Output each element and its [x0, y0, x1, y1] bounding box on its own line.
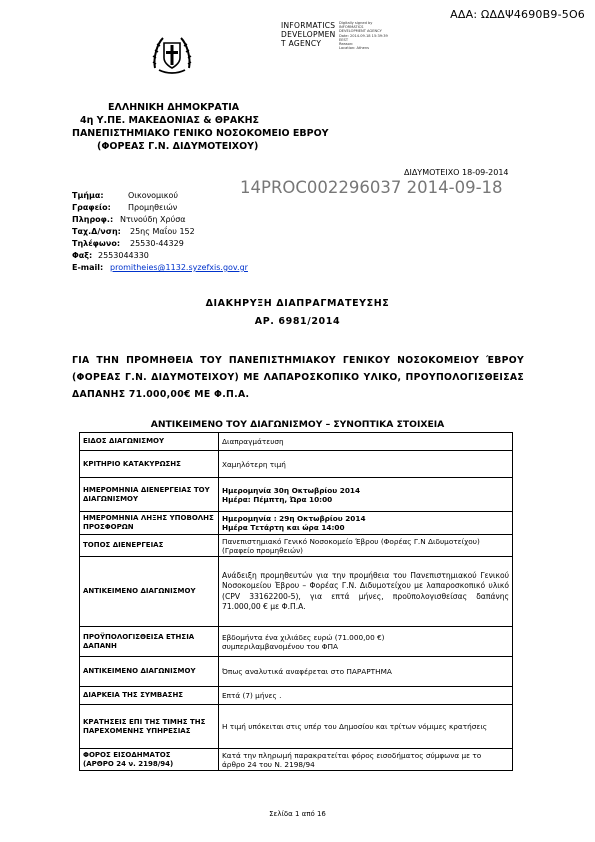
table-row — [80, 705, 513, 749]
contact-label: Ταχ.Δ/νση: — [72, 227, 121, 236]
row-value-line: άρθρο 24 του Ν. 2198/94 — [222, 759, 315, 769]
table-row — [80, 657, 513, 687]
row-label: ΚΡΑΤΗΣΕΙΣ ΕΠΙ ΤΗΣ ΤΙΜΗΣ ΤΗΣ ΠΑΡΕΧΟΜΕΝΗΣ ΥΠΗΡΕΣΙΑΣ — [80, 705, 219, 749]
row-value-line: Ημερομηνία 30η Οκτωβρίου 2014 — [222, 485, 361, 495]
table-row — [80, 557, 513, 627]
row-label: ΗΜΕΡΟΜΗΝΙΑ ΛΗΞΗΣ ΥΠΟΒΟΛΗΣ ΠΡΟΣΦΟΡΩΝ — [80, 512, 219, 535]
table-row — [80, 451, 513, 478]
row-value-line: Ημερομηνία : 29η Οκτωβρίου 2014 — [222, 514, 366, 523]
row-value: Επτά (7) μήνες . — [219, 687, 513, 705]
contact-row — [72, 214, 186, 226]
table-row — [80, 478, 513, 512]
announcement-number: ΑΡ. 6981/2014 — [254, 316, 341, 327]
table-row — [80, 433, 513, 451]
row-value: Η τιμή υπόκειται στις υπέρ του Δημοσίου και τρίτων νόμιμες κρατήσεις — [219, 705, 513, 749]
contact-label: Φαξ: — [72, 251, 93, 260]
header-line-2: 4η Υ.ΠΕ. ΜΑΚΕΔΟΝΙΑΣ & ΘΡΑΚΗΣ — [80, 115, 260, 126]
page-number: Σελίδα 1 από 16 — [269, 810, 326, 818]
row-label: ΤΟΠΟΣ ΔΙΕΝΕΡΓΕΙΑΣ — [80, 535, 219, 557]
row-value-line: Πανεπιστημιακό Γενικό Νοσοκομείο Έβρου (Φορέας Γ.Ν Διδυμοτείχου) — [222, 536, 480, 546]
tender-subject: ΓΙΑ ΤΗΝ ΠΡΟΜΗΘΕΙΑ ΤΟΥ ΠΑΝΕΠΙΣΤΗΜΙΑΚΟΥ ΓΕΝΙΚΟΥ ΝΟΣΟΚΟΜΕΙΟΥ ΈΒΡΟΥ (ΦΟΡΕΑΣ Γ.Ν. ΔΙΔΥΜΟΤΕΙΧΟΥ) ΜΕ ΛΑΠΑΡΟΣΚΟΠΙΚΟ ΥΛΙΚΟ, ΠΡΟΥΠΟΛΟΓΙΣΘΕΙΣΑΣ ΔΑΠΑΝΗΣ 71.000,00€ ΜΕ Φ.Π.Α. — [72, 355, 524, 400]
header-line-4: (ΦΟΡΕΑΣ Γ.Ν. ΔΙΔΥΜΟΤΕΙΧΟΥ) — [97, 141, 259, 152]
contact-row — [72, 202, 177, 214]
row-value-line: Εβδομήντα ένα χιλιάδες ευρώ (71.000,00 €) — [222, 632, 385, 642]
signature-line: Location: Athens — [339, 46, 369, 51]
signature-line: DEVELOPMENT AGENCY — [339, 29, 382, 34]
signature-line: INFORMATICS — [339, 25, 364, 30]
informatics-line: T AGENCY — [281, 39, 322, 48]
row-value-line: Ημέρα: Πέμπτη, Ώρα 10:00 — [222, 494, 333, 504]
row-label: ΔΙΑΡΚΕΙΑ ΤΗΣ ΣΥΜΒΑΣΗΣ — [80, 687, 219, 705]
contact-value: Οικονομικού — [128, 191, 179, 200]
contact-value: 25ης Μαΐου 152 — [130, 227, 195, 236]
email-link[interactable]: promitheies@1132.syzefxis.gov.gr — [110, 263, 248, 272]
row-value-line: Ημέρα Τετάρτη και ώρα 14:00 — [222, 523, 345, 532]
protocol-number: 14PROC002296037 2014-09-18 — [240, 178, 503, 197]
greek-coat-of-arms-icon — [151, 34, 193, 76]
row-label: ΠΡΟΫΠΟΛΟΓΙΣΘΕΙΣΑ ΕΤΗΣΙΑ ΔΑΠΑΝΗ — [80, 627, 219, 657]
signature-line: Digitally signed by — [339, 21, 373, 25]
place-date: ΔΙΔΥΜΟΤΕΙΧΟ 18-09-2014 — [404, 168, 509, 177]
row-value-line: (Γραφείο προμηθειών) — [222, 545, 304, 555]
table-row — [80, 512, 513, 535]
row-label-line: ΦΟΡΟΣ ΕΙΣΟΔΗΜΑΤΟΣ — [83, 750, 171, 759]
signature-line: Date: 2014.09.18 15:39:39 — [339, 33, 388, 38]
table-title: ΑΝΤΙΚΕΙΜΕΝΟ ΤΟΥ ΔΙΑΓΩΝΙΣΜΟΥ – ΣΥΝΟΠΤΙΚΑ ΣΤΟΙΧΕΙΑ — [150, 419, 445, 430]
row-value: Όπως αναλυτικά αναφέρεται στο ΠΑΡΑΡΤΗΜΑ — [219, 657, 513, 687]
row-label: ΕΙΔΟΣ ΔΙΑΓΩΝΙΣΜΟΥ — [80, 433, 219, 451]
contact-label: Γραφείο: — [72, 203, 111, 212]
ada-code: ΑΔΑ: ΩΔΔΨ4690Β9-5Ο6 — [450, 8, 585, 21]
row-value-line: Κατά την πληρωμή παρακρατείται φόρος εισοδήματος σύμφωνα με το — [222, 750, 482, 760]
contact-value: Προμηθειών — [128, 203, 178, 212]
contact-row — [72, 238, 184, 250]
contact-row — [72, 250, 149, 262]
row-label: ΗΜΕΡΟΜΗΝΙΑ ΔΙΕΝΕΡΓΕΙΑΣ ΤΟΥ ΔΙΑΓΩΝΙΣΜΟΥ — [80, 478, 219, 512]
row-value: Ανάδειξη προμηθευτών για την προμήθεια του Πανεπιστημιακού Γενικού Νοσοκομείου Έβρου – Φορέας Γ.Ν. Διδυμοτείχου με λαπαροσκοπικό υλικό (CPV 33162200-5), για επτά μήνες, προϋπολογισθείσας δαπάνης 71.000,00 € με Φ.Π.Α. — [219, 557, 513, 627]
row-value — [219, 749, 513, 771]
contact-value: Ντινούδη Χρύσα — [120, 215, 186, 224]
contact-label: E-mail: — [72, 263, 104, 272]
row-value — [219, 478, 513, 512]
row-value: Χαμηλότερη τιμή — [219, 451, 513, 478]
announcement-title: ΔΙΑΚΗΡΥΞΗ ΔΙΑΠΡΑΓΜΑΤΕΥΣΗΣ — [205, 298, 390, 309]
header-line-1: ΕΛΛΗΝΙΚΗ ΔΗΜΟΚΡΑΤΙΑ — [108, 102, 240, 113]
informatics-line: DEVELOPMEN — [281, 30, 336, 39]
row-value-line: συμπεριλαμβανομένου του ΦΠΑ — [222, 641, 338, 651]
tender-summary-table — [79, 432, 513, 771]
contact-value: 25530-44329 — [130, 239, 184, 248]
row-value — [219, 535, 513, 557]
informatics-signature-label — [281, 21, 336, 48]
contact-label: Πληροφ.: — [72, 215, 114, 224]
table-row — [80, 749, 513, 771]
digital-signature-details — [339, 21, 388, 50]
row-label — [80, 749, 219, 771]
row-label-line: (ΑΡΘΡΟ 24 ν. 2198/94) — [83, 759, 174, 768]
contact-row — [72, 262, 248, 274]
contact-row — [72, 190, 178, 202]
row-value: Διαπραγμάτευση — [219, 433, 513, 451]
contact-label: Τηλέφωνο: — [72, 239, 121, 248]
informatics-line: INFORMATICS — [281, 21, 336, 30]
contact-label: Τμήμα: — [72, 191, 104, 200]
row-label: ΑΝΤΙΚΕΙΜΕΝΟ ΔΙΑΓΩΝΙΣΜΟΥ — [80, 557, 219, 627]
row-value — [219, 627, 513, 657]
row-label: ΚΡΙΤΗΡΙΟ ΚΑΤΑΚΥΡΩΣΗΣ — [80, 451, 219, 478]
header-line-3: ΠΑΝΕΠΙΣΤΗΜΙΑΚΟ ΓΕΝΙΚΟ ΝΟΣΟΚΟΜΕΙΟ ΕΒΡΟΥ — [72, 128, 329, 139]
signature-line: EEST — [339, 37, 349, 42]
signature-line: Reason: — [339, 42, 354, 47]
row-label: ΑΝΤΙΚΕΙΜΕΝΟ ΔΙΑΓΩΝΙΣΜΟΥ — [80, 657, 219, 687]
row-value — [219, 512, 513, 535]
table-row — [80, 535, 513, 557]
contact-row — [72, 226, 195, 238]
table-row — [80, 687, 513, 705]
contact-value: 2553044330 — [98, 251, 149, 260]
table-row — [80, 627, 513, 657]
